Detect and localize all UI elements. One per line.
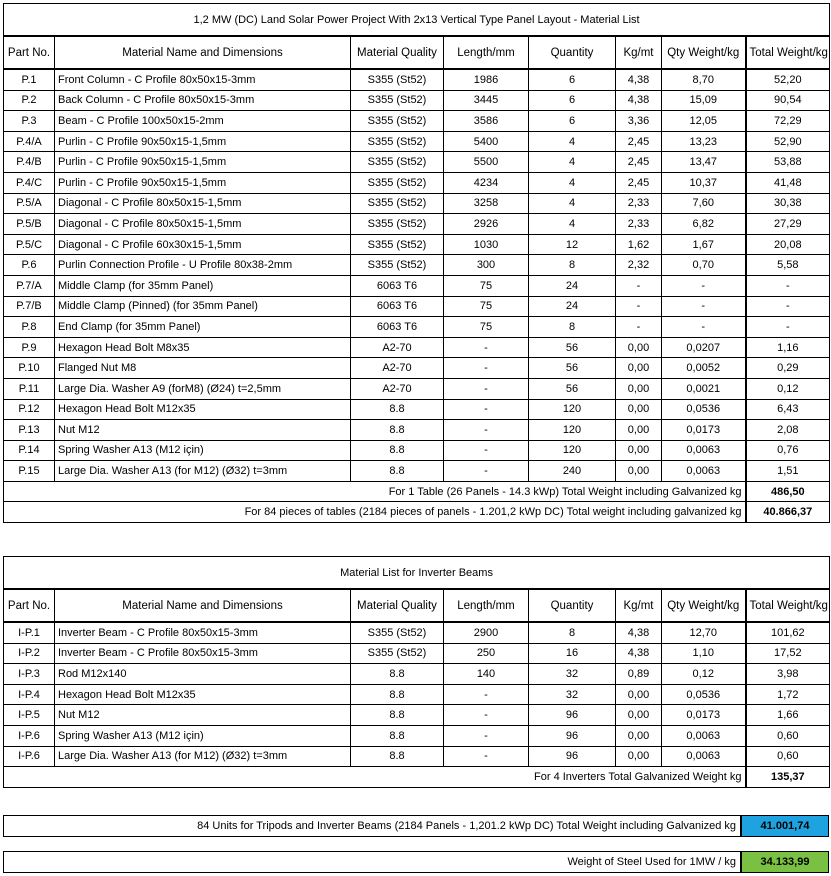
table-cell: - (444, 684, 529, 705)
table-cell: 0,70 (662, 255, 746, 276)
table-cell: 8 (529, 622, 616, 643)
column-header: Material Name and Dimensions (55, 589, 351, 622)
table-row (4, 705, 830, 726)
table-cell: Large Dia. Washer A9 (forM8) (Ø24) t=2,5mm (55, 378, 351, 399)
table-cell: - (444, 378, 529, 399)
table-cell: 8.8 (351, 705, 444, 726)
table-row (4, 111, 830, 132)
table-cell: 24 (529, 275, 616, 296)
table-cell: 0,00 (616, 705, 662, 726)
table-cell: 13,47 (662, 152, 746, 173)
table-cell: Rod M12x140 (55, 664, 351, 685)
table-cell: Diagonal - C Profile 80x50x15-1,5mm (55, 193, 351, 214)
per-mw-row (3, 851, 829, 873)
table-cell: Purlin - C Profile 90x50x15-1,5mm (55, 152, 351, 173)
table-cell: Inverter Beam - C Profile 80x50x15-3mm (55, 643, 351, 664)
table-cell: I-P.3 (4, 664, 55, 685)
table-cell: 120 (529, 399, 616, 420)
table-cell: 0,89 (616, 664, 662, 685)
table-cell: P.15 (4, 461, 55, 482)
table-cell: I-P.1 (4, 622, 55, 643)
table-cell: Back Column - C Profile 80x50x15-3mm (55, 90, 351, 111)
table-cell: 4 (529, 214, 616, 235)
table-cell: 3,98 (746, 664, 830, 685)
table-cell: I-P.5 (4, 705, 55, 726)
table-cell: - (444, 337, 529, 358)
table-cell: 8.8 (351, 725, 444, 746)
table-cell: S355 (St52) (351, 131, 444, 152)
table-cell: 3,36 (616, 111, 662, 132)
table-cell: 4 (529, 152, 616, 173)
table-cell: Nut M12 (55, 420, 351, 441)
table-cell: - (616, 296, 662, 317)
table-cell: 8.8 (351, 461, 444, 482)
table-row (4, 622, 830, 643)
table-cell: 2,45 (616, 131, 662, 152)
table-cell: S355 (St52) (351, 193, 444, 214)
table-cell: 4,38 (616, 622, 662, 643)
table-cell: 1,16 (746, 337, 830, 358)
table-cell: P.2 (4, 90, 55, 111)
table-row (4, 440, 830, 461)
table-cell: 2926 (444, 214, 529, 235)
table-cell: Flanged Nut M8 (55, 358, 351, 379)
table-cell: 0,0536 (662, 684, 746, 705)
table-cell: I-P.2 (4, 643, 55, 664)
table-cell: 0,12 (662, 664, 746, 685)
table-row (4, 172, 830, 193)
table-cell: Inverter Beam - C Profile 80x50x15-3mm (55, 622, 351, 643)
table-cell: 6 (529, 111, 616, 132)
table-cell: 0,60 (746, 725, 830, 746)
table-cell: 5,58 (746, 255, 830, 276)
table-cell: P.4/B (4, 152, 55, 173)
table-cell: 0,00 (616, 420, 662, 441)
table-cell: 0,12 (746, 378, 830, 399)
table-cell: 12,05 (662, 111, 746, 132)
table-cell: S355 (St52) (351, 622, 444, 643)
table-cell: 140 (444, 664, 529, 685)
table-cell: 6,43 (746, 399, 830, 420)
table-cell: S355 (St52) (351, 172, 444, 193)
table-cell: I-P.4 (4, 684, 55, 705)
table-cell: 8 (529, 255, 616, 276)
table-cell: 8.8 (351, 746, 444, 767)
table-row (4, 275, 830, 296)
table-cell: - (444, 440, 529, 461)
table-cell: 1,72 (746, 684, 830, 705)
grand-total-value: 41.001,74 (742, 816, 828, 836)
table-cell: 0,0052 (662, 358, 746, 379)
table-cell: 4,38 (616, 90, 662, 111)
grand-total-row (3, 815, 829, 837)
table-cell: 0,0063 (662, 440, 746, 461)
table-cell: 2,33 (616, 214, 662, 235)
table-cell: P.12 (4, 399, 55, 420)
table-cell: 0,00 (616, 725, 662, 746)
table-row (4, 296, 830, 317)
table-cell: 120 (529, 420, 616, 441)
table-cell: 52,20 (746, 69, 830, 90)
table-cell: 10,37 (662, 172, 746, 193)
table-cell: 1,66 (746, 705, 830, 726)
table-cell: - (444, 358, 529, 379)
table-row (4, 684, 830, 705)
table-cell: I-P.6 (4, 746, 55, 767)
table-cell: P.3 (4, 111, 55, 132)
column-header: Material Quality (351, 36, 444, 69)
table-cell: 24 (529, 296, 616, 317)
table-cell: 32 (529, 664, 616, 685)
table-cell: 0,00 (616, 440, 662, 461)
table-cell: 0,0173 (662, 705, 746, 726)
table-cell: P.1 (4, 69, 55, 90)
table-cell: 4 (529, 172, 616, 193)
table-cell: 2,45 (616, 172, 662, 193)
table-cell: 5400 (444, 131, 529, 152)
table-cell: 1,51 (746, 461, 830, 482)
column-header: Length/mm (444, 36, 529, 69)
table-cell: 30,38 (746, 193, 830, 214)
table-cell: 8.8 (351, 684, 444, 705)
per-mw-label: Weight of Steel Used for 1MW / kg (4, 852, 742, 872)
table-cell: S355 (St52) (351, 255, 444, 276)
table-cell: Purlin - C Profile 90x50x15-1,5mm (55, 131, 351, 152)
table-row (4, 131, 830, 152)
table-cell: S355 (St52) (351, 90, 444, 111)
table-cell: Large Dia. Washer A13 (for M12) (Ø32) t=3mm (55, 746, 351, 767)
table-cell: 8 (529, 317, 616, 338)
table-cell: Purlin - C Profile 90x50x15-1,5mm (55, 172, 351, 193)
table-cell: 12,70 (662, 622, 746, 643)
table-cell: Spring Washer A13 (M12 için) (55, 440, 351, 461)
table-cell: 1986 (444, 69, 529, 90)
table-cell: - (662, 296, 746, 317)
table-cell: 0,0063 (662, 746, 746, 767)
table-cell: - (746, 296, 830, 317)
table-cell: 20,08 (746, 234, 830, 255)
table-row (4, 90, 830, 111)
total-value: 40.866,37 (746, 502, 830, 523)
table-cell: 6,82 (662, 214, 746, 235)
table-cell: 56 (529, 378, 616, 399)
total-row (4, 481, 830, 502)
table-cell: 300 (444, 255, 529, 276)
column-header: Part No. (4, 589, 55, 622)
table-cell: 1,67 (662, 234, 746, 255)
table-cell: P.8 (4, 317, 55, 338)
total-label: For 84 pieces of tables (2184 pieces of panels - 1.201,2 kWp DC) Total weight including galvanized kg (4, 502, 746, 523)
per-mw-value: 34.133,99 (742, 852, 828, 872)
table-cell: P.10 (4, 358, 55, 379)
table-cell: - (444, 746, 529, 767)
table-cell: 240 (529, 461, 616, 482)
table-cell: Diagonal - C Profile 80x50x15-1,5mm (55, 214, 351, 235)
table-cell: S355 (St52) (351, 234, 444, 255)
table-cell: S355 (St52) (351, 214, 444, 235)
table-cell: 96 (529, 725, 616, 746)
total-label: For 4 Inverters Total Galvanized Weight kg (4, 767, 746, 788)
table-cell: - (662, 317, 746, 338)
table-cell: 0,0536 (662, 399, 746, 420)
table-row (4, 725, 830, 746)
table-cell: 0,00 (616, 337, 662, 358)
table-cell: 0,00 (616, 358, 662, 379)
column-header: Kg/mt (616, 589, 662, 622)
table-row (4, 337, 830, 358)
table-cell: P.7/B (4, 296, 55, 317)
inverter-beam-title: Material List for Inverter Beams (4, 557, 830, 590)
table-cell: 6063 T6 (351, 275, 444, 296)
table-cell: Hexagon Head Bolt M12x35 (55, 399, 351, 420)
table-cell: 56 (529, 358, 616, 379)
column-header: Kg/mt (616, 36, 662, 69)
table-cell: 53,88 (746, 152, 830, 173)
column-header: Qty Weight/kg (662, 589, 746, 622)
table-cell: 4,38 (616, 69, 662, 90)
column-header: Total Weight/kg (746, 589, 830, 622)
table-cell: 8.8 (351, 420, 444, 441)
table-cell: A2-70 (351, 358, 444, 379)
table-cell: 75 (444, 317, 529, 338)
table-cell: 1030 (444, 234, 529, 255)
table-cell: 0,0063 (662, 461, 746, 482)
table-row (4, 420, 830, 441)
table-cell: 2,32 (616, 255, 662, 276)
table-row (4, 214, 830, 235)
table-cell: 2,08 (746, 420, 830, 441)
column-header: Material Quality (351, 589, 444, 622)
table-cell: 6 (529, 69, 616, 90)
table-cell: Beam - C Profile 100x50x15-2mm (55, 111, 351, 132)
table-cell: Middle Clamp (Pinned) (for 35mm Panel) (55, 296, 351, 317)
table-cell: P.6 (4, 255, 55, 276)
table-row (4, 234, 830, 255)
column-header: Quantity (529, 36, 616, 69)
table-row (4, 193, 830, 214)
table-cell: - (616, 275, 662, 296)
table-cell: 4 (529, 193, 616, 214)
table-cell: Spring Washer A13 (M12 için) (55, 725, 351, 746)
table-cell: 0,00 (616, 746, 662, 767)
column-header: Part No. (4, 36, 55, 69)
table-cell: 5500 (444, 152, 529, 173)
table-cell: A2-70 (351, 378, 444, 399)
total-label: For 1 Table (26 Panels - 14.3 kWp) Total Weight including Galvanized kg (4, 481, 746, 502)
column-header: Qty Weight/kg (662, 36, 746, 69)
table-cell: 16 (529, 643, 616, 664)
table-cell: Large Dia. Washer A13 (for M12) (Ø32) t=3mm (55, 461, 351, 482)
table-cell: Nut M12 (55, 705, 351, 726)
table-cell: 8.8 (351, 399, 444, 420)
table-cell: 4234 (444, 172, 529, 193)
table-cell: 3586 (444, 111, 529, 132)
table-cell: Hexagon Head Bolt M12x35 (55, 684, 351, 705)
table-cell: P.4/A (4, 131, 55, 152)
table-cell: 2,33 (616, 193, 662, 214)
table-row (4, 746, 830, 767)
table-cell: A2-70 (351, 337, 444, 358)
table-cell: - (444, 705, 529, 726)
table-row (4, 152, 830, 173)
table-cell: S355 (St52) (351, 643, 444, 664)
table-cell: 17,52 (746, 643, 830, 664)
table-cell: Purlin Connection Profile - U Profile 80x38-2mm (55, 255, 351, 276)
table-cell: I-P.6 (4, 725, 55, 746)
table-cell: 3258 (444, 193, 529, 214)
table-cell: P.7/A (4, 275, 55, 296)
table-cell: 3445 (444, 90, 529, 111)
column-header: Quantity (529, 589, 616, 622)
table-cell: 0,00 (616, 684, 662, 705)
table-cell: 0,60 (746, 746, 830, 767)
table-cell: Front Column - C Profile 80x50x15-3mm (55, 69, 351, 90)
table-cell: 8.8 (351, 440, 444, 461)
table-cell: 41,48 (746, 172, 830, 193)
table-cell: 8,70 (662, 69, 746, 90)
table-cell: 101,62 (746, 622, 830, 643)
total-value: 135,37 (746, 767, 830, 788)
table-cell: 27,29 (746, 214, 830, 235)
table-cell: 8.8 (351, 664, 444, 685)
table-cell: P.9 (4, 337, 55, 358)
table-cell: S355 (St52) (351, 69, 444, 90)
table-cell: 7,60 (662, 193, 746, 214)
table-cell: 15,09 (662, 90, 746, 111)
total-row (4, 767, 830, 788)
total-row (4, 502, 830, 523)
table-cell: Diagonal - C Profile 60x30x15-1,5mm (55, 234, 351, 255)
table-cell: 90,54 (746, 90, 830, 111)
table-cell: 52,90 (746, 131, 830, 152)
table-cell: 96 (529, 705, 616, 726)
grand-total-label: 84 Units for Tripods and Inverter Beams (2184 Panels - 1,201.2 kWp DC) Total Weight including Galvanized kg (4, 816, 742, 836)
table-cell: 13,23 (662, 131, 746, 152)
table-cell: 75 (444, 296, 529, 317)
table-row (4, 399, 830, 420)
total-value: 486,50 (746, 481, 830, 502)
table-cell: - (662, 275, 746, 296)
material-list-table (3, 3, 830, 523)
table-cell: P.5/B (4, 214, 55, 235)
table-cell: Middle Clamp (for 35mm Panel) (55, 275, 351, 296)
table-row (4, 378, 830, 399)
table-cell: 2900 (444, 622, 529, 643)
column-header: Total Weight/kg (746, 36, 830, 69)
table-cell: Hexagon Head Bolt M8x35 (55, 337, 351, 358)
table-cell: P.14 (4, 440, 55, 461)
table-row (4, 664, 830, 685)
column-header: Length/mm (444, 589, 529, 622)
table-cell: - (444, 399, 529, 420)
table-cell: 0,0207 (662, 337, 746, 358)
table-cell: 1,62 (616, 234, 662, 255)
table-cell: - (444, 420, 529, 441)
table-cell: 32 (529, 684, 616, 705)
table-cell: - (746, 317, 830, 338)
table-row (4, 358, 830, 379)
table-row (4, 69, 830, 90)
table-cell: 96 (529, 746, 616, 767)
table-cell: 120 (529, 440, 616, 461)
table-cell: End Clamp (for 35mm Panel) (55, 317, 351, 338)
table-cell: 2,45 (616, 152, 662, 173)
column-header: Material Name and Dimensions (55, 36, 351, 69)
table-cell: - (444, 725, 529, 746)
table-cell: 4 (529, 131, 616, 152)
table-cell: P.5/A (4, 193, 55, 214)
table-row (4, 643, 830, 664)
table-cell: 0,29 (746, 358, 830, 379)
table-cell: 250 (444, 643, 529, 664)
table-cell: S355 (St52) (351, 152, 444, 173)
table-row (4, 461, 830, 482)
table-cell: 1,10 (662, 643, 746, 664)
table-cell: 0,00 (616, 399, 662, 420)
table-cell: - (444, 461, 529, 482)
table-cell: P.13 (4, 420, 55, 441)
table-cell: 0,76 (746, 440, 830, 461)
table-cell: 0,0063 (662, 725, 746, 746)
table-cell: 75 (444, 275, 529, 296)
table-cell: 12 (529, 234, 616, 255)
table-cell: - (746, 275, 830, 296)
table-cell: P.5/C (4, 234, 55, 255)
table-cell: 72,29 (746, 111, 830, 132)
inverter-beam-table (3, 556, 830, 788)
table-cell: 4,38 (616, 643, 662, 664)
material-list-title: 1,2 MW (DC) Land Solar Power Project With 2x13 Vertical Type Panel Layout - Material List (4, 4, 830, 37)
table-cell: 0,00 (616, 461, 662, 482)
table-row (4, 255, 830, 276)
table-cell: 0,0021 (662, 378, 746, 399)
table-cell: 6063 T6 (351, 296, 444, 317)
table-cell: 6063 T6 (351, 317, 444, 338)
table-cell: 56 (529, 337, 616, 358)
table-cell: P.4/C (4, 172, 55, 193)
table-cell: S355 (St52) (351, 111, 444, 132)
table-cell: 0,00 (616, 378, 662, 399)
table-cell: 6 (529, 90, 616, 111)
table-cell: P.11 (4, 378, 55, 399)
table-cell: - (616, 317, 662, 338)
table-row (4, 317, 830, 338)
table-cell: 0,0173 (662, 420, 746, 441)
